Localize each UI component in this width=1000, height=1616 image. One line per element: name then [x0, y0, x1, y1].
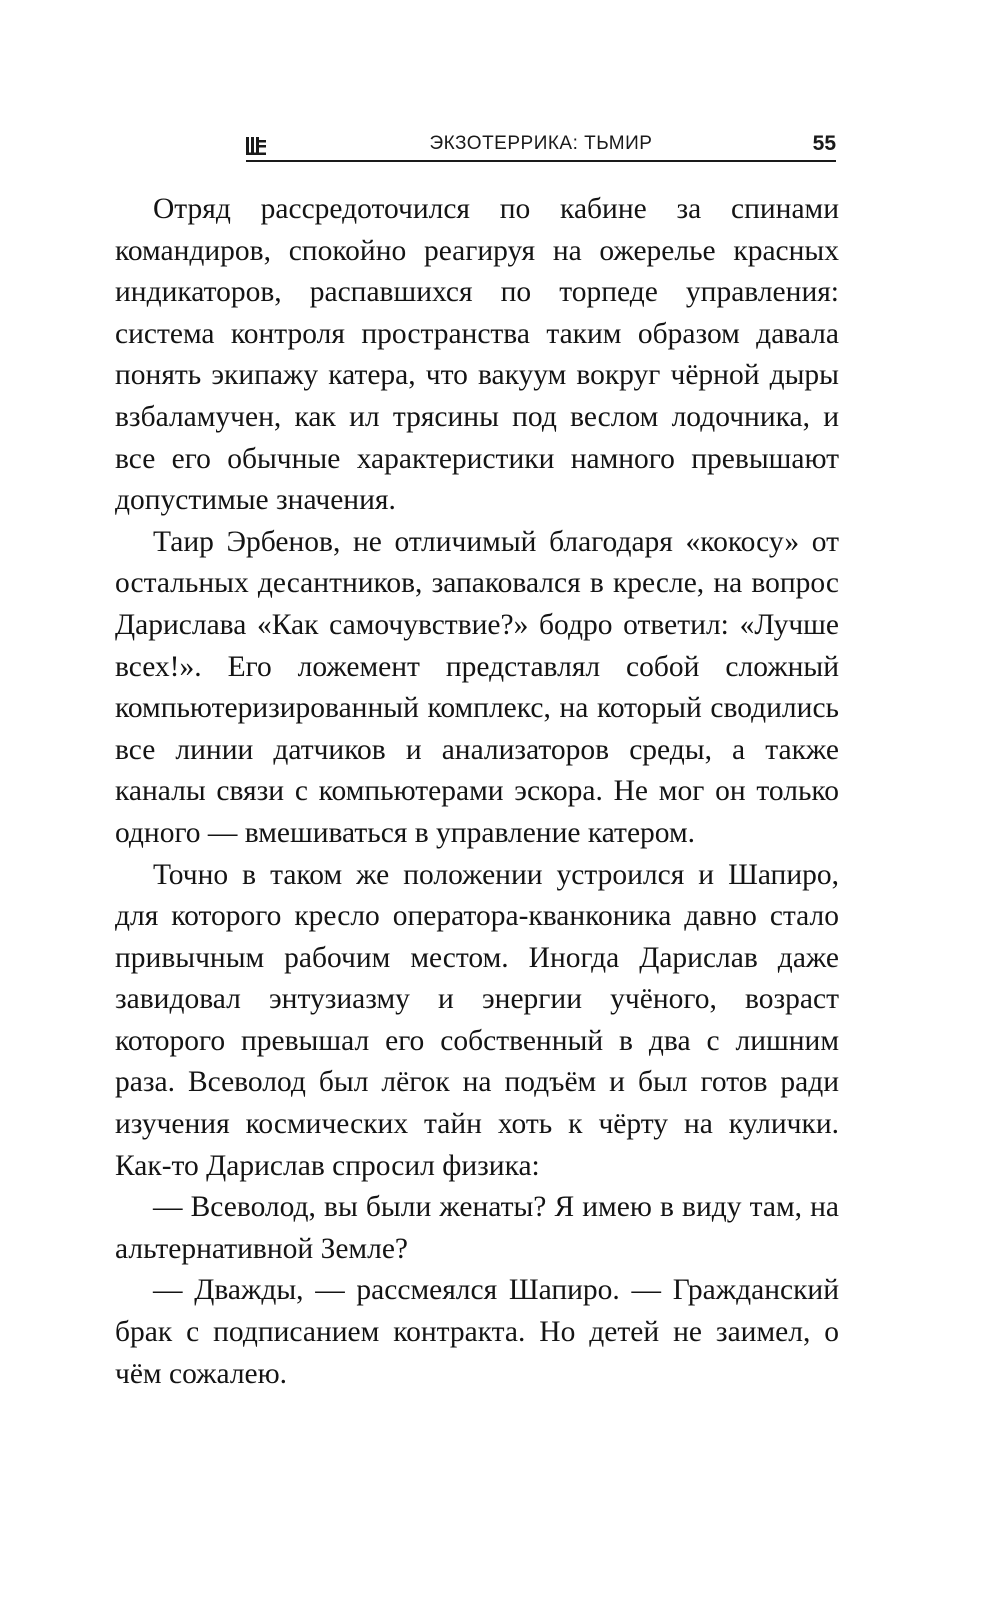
dialogue-line: — Всеволод, вы были женаты? Я имею в виду там, на альтернативной Земле? [115, 1191, 839, 1265]
paragraph: Таир Эрбенов, не отличимый благодаря «кокосу» от остальных десантников, запаковался в кресле, на вопрос Дарислава «Как самочувствие?» бодро ответил: «Лучше всех!». Его ложемент представлял собой сложный компьютеризированный комплекс, на который сводились все линии датчиков и анализаторов среды, а также каналы связи с компьютерами эскора. Не мог он только одного — вмешиваться в управление катером. [115, 525, 839, 849]
running-head [246, 128, 836, 162]
paragraph: Отряд рассредоточился по кабине за спинами командиров, спокойно реагируя на ожерелье красных индикаторов, распавшихся по торпеде управления: система контроля пространства таким образом давала понять экипажу катера, что вакуум вокруг чёрной дыры взбаламучен, как ил трясины под веслом лодочника, и все его обычные характеристики намного превышают допустимые значения. [115, 193, 839, 517]
dialogue-line: — Дважды, — рассмеялся Шапиро. — Гражданский брак с подписанием контракта. Но детей не заимел, о чём сожалею. [115, 1274, 839, 1390]
book-title: ЭКЗОТЕРРИКА: ТЬМИР [429, 133, 653, 154]
page-number: 55 [812, 132, 836, 155]
paragraph: Точно в таком же положении устроился и Шапиро, для которого кресло оператора-кванконика давно стало привычным рабочим местом. Иногда Дарислав даже завидовал энтузиазму и энергии учёного, возраст которого превышал его собственный в два с лишним раза. Всеволод был лёгок на подъём и был готов ради изучения космических тайн хоть к чёрту на кулички. Как-то Дарислав спросил физика: [115, 858, 839, 1182]
body-text [115, 189, 839, 1395]
